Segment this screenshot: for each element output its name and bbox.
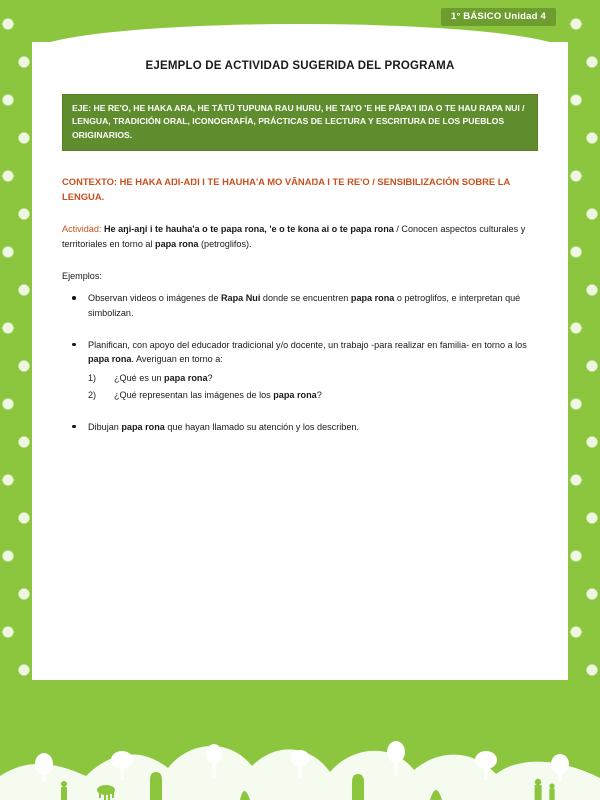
list-item <box>62 291 538 320</box>
list-item <box>62 338 538 403</box>
sub-item-number: 1) <box>88 373 97 384</box>
actividad-label: Actividad: <box>62 224 102 235</box>
actividad-bold-title: He aŋi-aŋi i te hauha'a o te papa rona, 'e o te kona ai o te papa rona <box>103 224 394 235</box>
actividad-bold-2: papa rona <box>155 238 199 249</box>
actividad-paragraph <box>62 222 538 251</box>
document-content <box>62 60 538 451</box>
sub-item-number: 2) <box>88 389 97 400</box>
bottom-landscape-band <box>0 680 600 800</box>
sub-item-bold: papa rona <box>164 373 208 384</box>
landscape-silhouette <box>0 680 600 800</box>
item-text-2: donde se encuentren <box>260 293 351 304</box>
item-bold-1: papa rona <box>121 421 165 432</box>
ejemplos-list <box>62 291 538 434</box>
sub-item-text-1: ¿Qué representan las imágenes de los <box>114 389 274 400</box>
list-item <box>62 420 538 435</box>
item-text-2: que hayan llamado su atención y los describen. <box>164 421 359 432</box>
sub-question-list <box>88 371 538 402</box>
contexto-text: CONTEXTO: HE HAKA AŊI-AŊI I TE HAUHA'A MO VĀNAŊA I TE RE'O / SENSIBILIZACIÓN SOBRE LA LENGUA. <box>62 175 510 202</box>
item-text-1: Planifican, con apoyo del educador tradicional y/o docente, un trabajo -para realizar en familia- en torno a los <box>88 339 527 350</box>
item-bold-2: papa rona <box>350 293 395 304</box>
item-text-2: . Averiguan en torno a: <box>131 354 223 365</box>
sub-item-text-2: ? <box>207 373 213 384</box>
item-text-1: Observan videos o imágenes de <box>88 293 221 304</box>
actividad-rest-1: / Conocen aspectos culturales y territoriales en torno al <box>62 224 526 249</box>
item-text-3: o petroglifos, e interpretan qué simbolizan. <box>88 293 521 318</box>
sub-item-bold: papa rona <box>273 389 317 400</box>
sub-item-text-2: ? <box>316 389 322 400</box>
sub-list-item <box>88 371 538 386</box>
actividad-rest-2: (petroglifos). <box>198 238 252 249</box>
item-bold-1: papa rona <box>88 354 132 365</box>
ejemplos-label: Ejemplos: <box>62 271 102 282</box>
eje-box: EJE: HE RE'O, HE HAKA ARA, HE TĀTŪ TUPUNA RAU HURU, HE TAI'O 'E HE PĀPA'I IŊA O TE HAU RAPA NUI / LENGUA, TRADICIÓN ORAL, ICONOGRAFÍA, PRÁCTICAS DE LECTURA Y ESCRITURA DE LOS PUEBLOS ORIGINARIOS. <box>62 94 538 151</box>
page-title: EJEMPLO DE ACTIVIDAD SUGERIDA DEL PROGRAMA <box>145 60 455 72</box>
item-bold-1: Rapa Nui <box>220 293 261 304</box>
sub-list-item <box>88 388 538 403</box>
unit-badge: 1° BÁSICO Unidad 4 <box>441 8 556 26</box>
item-text-1: Dibujan <box>88 421 122 432</box>
sub-item-text-1: ¿Qué es un <box>114 373 165 384</box>
